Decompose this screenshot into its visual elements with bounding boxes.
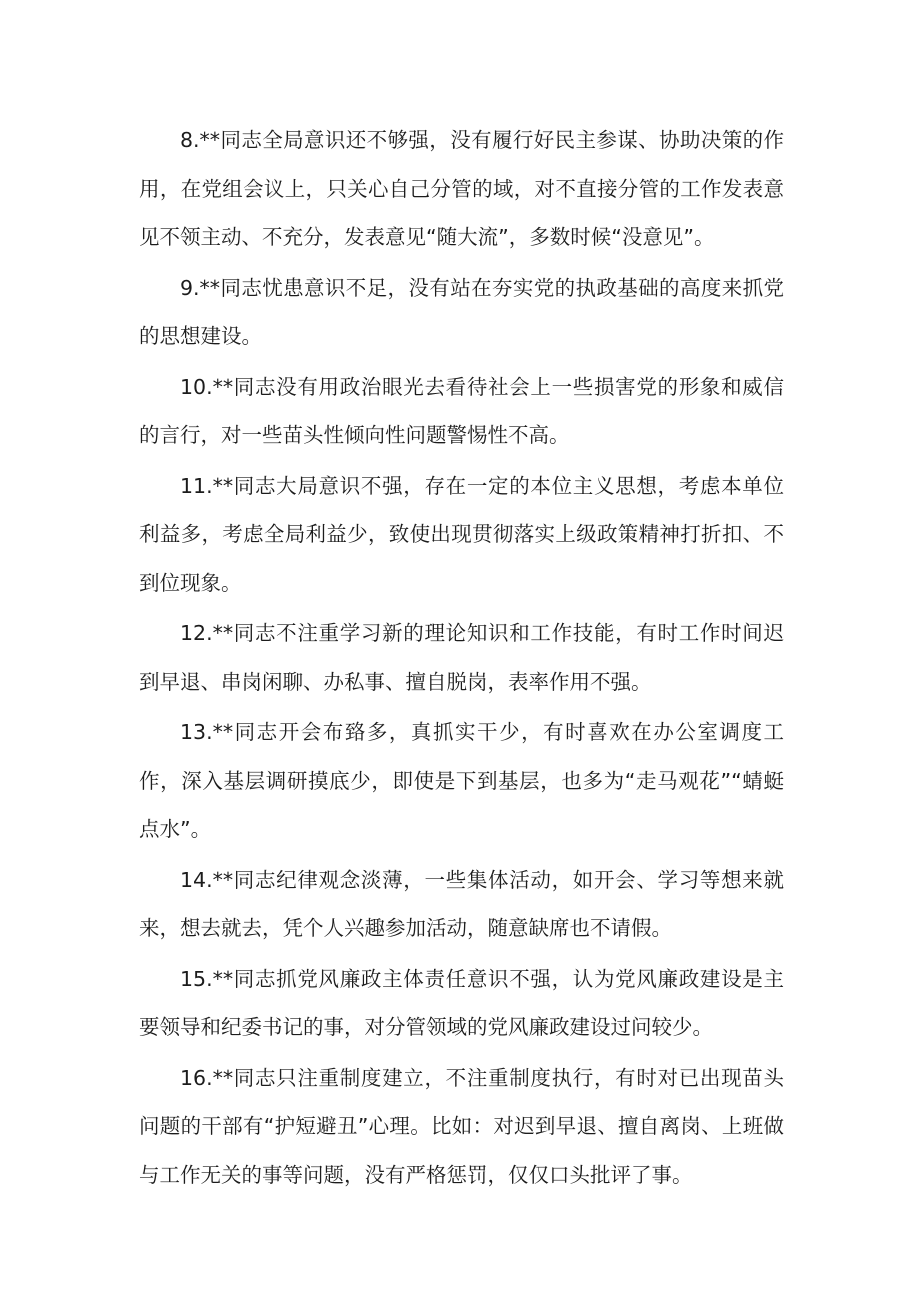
paragraph-item-12: 12.**同志不注重学习新的理论知识和工作技能，有时工作时间迟到早退、串岗闲聊、办私事、擅自脱岗，表率作用不强。 xyxy=(139,621,784,694)
paragraph-item-10: 10.**同志没有用政治眼光去看待社会上一些损害党的形象和威信的言行，对一些苗头性倾向性问题警惕性不高。 xyxy=(139,374,784,447)
paragraph-item-13: 13.**同志开会布臵多，真抓实干少，有时喜欢在办公室调度工作，深入基层调研摸底少，即使是下到基层，也多为“走马观花”“蜻蜓点水”。 xyxy=(139,720,784,841)
paragraph-item-9: 9.**同志忧患意识不足，没有站在夯实党的执政基础的高度来抓党的思想建设。 xyxy=(139,275,784,348)
paragraph-item-14: 14.**同志纪律观念淡薄，一些集体活动，如开会、学习等想来就来，想去就去，凭个人兴趣参加活动，随意缺席也不请假。 xyxy=(139,867,784,940)
paragraph-item-16: 16.**同志只注重制度建立，不注重制度执行，有时对已出现苗头问题的干部有“护短避丑”心理。比如：对迟到早退、擅自离岗、上班做与工作无关的事等问题，没有严格惩罚，仅仅口头批评了事。 xyxy=(139,1065,784,1187)
paragraph-item-8: 8.**同志全局意识还不够强，没有履行好民主参谋、协助决策的作用，在党组会议上，只关心自己分管的域，对不直接分管的工作发表意见不领主动、不充分，发表意见“随大流”，多数时候“没意见”。 xyxy=(139,128,784,249)
paragraph-item-11: 11.**同志大局意识不强，存在一定的本位主义思想，考虑本单位利益多，考虑全局利益少，致使出现贯彻落实上级政策精神打折扣、不到位现象。 xyxy=(139,473,784,595)
document-body xyxy=(139,116,784,1201)
paragraph-item-15: 15.**同志抓党风廉政主体责任意识不强，认为党风廉政建设是主要领导和纪委书记的事，对分管领域的党风廉政建设过问较少。 xyxy=(139,966,784,1039)
